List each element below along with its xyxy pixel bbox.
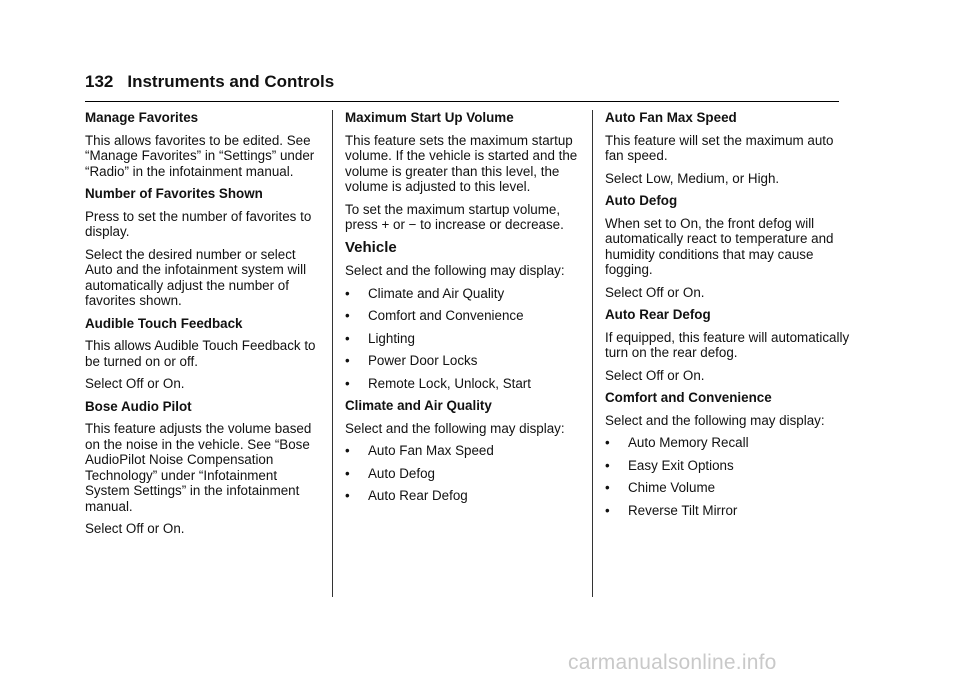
list-item [605, 480, 850, 496]
heading-bose-audio-pilot: Bose Audio Pilot [85, 398, 192, 414]
list-item [345, 466, 585, 482]
list-item-text: Lighting [368, 330, 415, 346]
list-item-text: Chime Volume [628, 480, 716, 495]
bullet-icon: • [345, 375, 350, 391]
list-item-text: Climate and Air Quality [368, 285, 505, 301]
list-item-text: Easy Exit Options [628, 457, 734, 473]
paragraph: Select Off or On. [85, 521, 185, 536]
paragraph: This feature will set the maximum auto fan speed. [605, 132, 834, 163]
list-item [345, 331, 585, 347]
column-divider-2 [592, 110, 593, 597]
heading-max-startup-volume: Maximum Start Up Volume [345, 110, 514, 125]
bullet-icon: • [345, 353, 350, 368]
paragraph: Select and the following may display: [345, 263, 565, 278]
page-number: 132 [85, 72, 114, 91]
list-item [605, 458, 850, 474]
vehicle-menu-list [345, 286, 585, 392]
list-item-text: Auto Defog [368, 465, 435, 481]
bullet-icon: • [605, 480, 610, 495]
list-item-text: Auto Rear Defog [368, 488, 468, 503]
column-2 [345, 110, 585, 511]
heading-comfort-convenience: Comfort and Convenience [605, 390, 772, 405]
bullet-icon: • [345, 488, 350, 503]
list-item [605, 435, 850, 451]
paragraph: When set to On, the front defog will automatically react to temperature and humidity conditions that may cause fogging. [605, 215, 834, 277]
bullet-icon: • [605, 457, 610, 473]
paragraph: To set the maximum startup volume, press + or − to increase or decrease. [345, 201, 564, 232]
list-item-text: Remote Lock, Unlock, Start [368, 375, 531, 391]
heading-climate-air-quality: Climate and Air Quality [345, 398, 492, 413]
paragraph: Select Off or On. [605, 367, 705, 383]
list-item [345, 376, 585, 392]
list-item [345, 488, 585, 504]
paragraph: This allows favorites to be edited. See “Manage Favorites” in “Settings” under “Radio” in the infotainment manual. [85, 132, 315, 179]
list-item-text: Auto Memory Recall [628, 435, 749, 450]
paragraph: Press to set the number of favorites to display. [85, 208, 312, 239]
climate-menu-list [345, 443, 585, 504]
section-title: Instruments and Controls [127, 72, 335, 91]
list-item-text: Reverse Tilt Mirror [628, 502, 738, 518]
header-rule [85, 101, 839, 102]
paragraph: This feature sets the maximum startup volume. If the vehicle is started and the volume is greater than this level, the volume is adjusted to this level. [345, 132, 578, 194]
watermark: carmanualsonline.info [568, 651, 777, 674]
page-header [85, 72, 334, 92]
comfort-menu-list [605, 435, 850, 518]
heading-auto-rear-defog: Auto Rear Defog [605, 307, 711, 322]
list-item [345, 286, 585, 302]
list-item [605, 503, 850, 519]
bullet-icon: • [605, 435, 610, 450]
list-item-text: Power Door Locks [368, 353, 478, 368]
paragraph: Select and the following may display: [345, 420, 565, 436]
paragraph: Select Off or On. [605, 284, 705, 300]
bullet-icon: • [345, 330, 350, 346]
heading-manage-favorites: Manage Favorites [85, 110, 199, 125]
paragraph: Select the desired number or select Auto and the infotainment system will automatically adjust the number of favorites shown. [85, 246, 307, 308]
heading-auto-defog: Auto Defog [605, 193, 678, 208]
paragraph: Select Off or On. [85, 376, 185, 391]
paragraph: This allows Audible Touch Feedback to be turned on or off. [85, 338, 316, 369]
paragraph: This feature adjusts the volume based on the noise in the vehicle. See “Bose AudioPilot Noise Compensation Technology” under “Infotainment System Settings” in the infotainment manual. [85, 421, 312, 514]
bullet-icon: • [605, 502, 610, 518]
list-item-text: Auto Fan Max Speed [368, 443, 494, 458]
paragraph: If equipped, this feature will automatically turn on the rear defog. [605, 329, 850, 360]
list-item [345, 308, 585, 324]
paragraph: Select Low, Medium, or High. [605, 170, 780, 186]
list-item-text: Comfort and Convenience [368, 308, 524, 323]
column-3 [605, 110, 850, 525]
heading-vehicle: Vehicle [345, 238, 397, 256]
bullet-icon: • [345, 308, 350, 323]
bullet-icon: • [345, 285, 350, 301]
bullet-icon: • [345, 465, 350, 481]
heading-audible-touch-feedback: Audible Touch Feedback [85, 315, 243, 331]
heading-number-of-favorites: Number of Favorites Shown [85, 186, 263, 201]
heading-auto-fan-max-speed: Auto Fan Max Speed [605, 110, 737, 125]
list-item [345, 353, 585, 369]
bullet-icon: • [345, 443, 350, 458]
column-1 [85, 110, 325, 544]
list-item [345, 443, 585, 459]
paragraph: Select and the following may display: [605, 412, 825, 428]
column-divider-1 [332, 110, 333, 597]
